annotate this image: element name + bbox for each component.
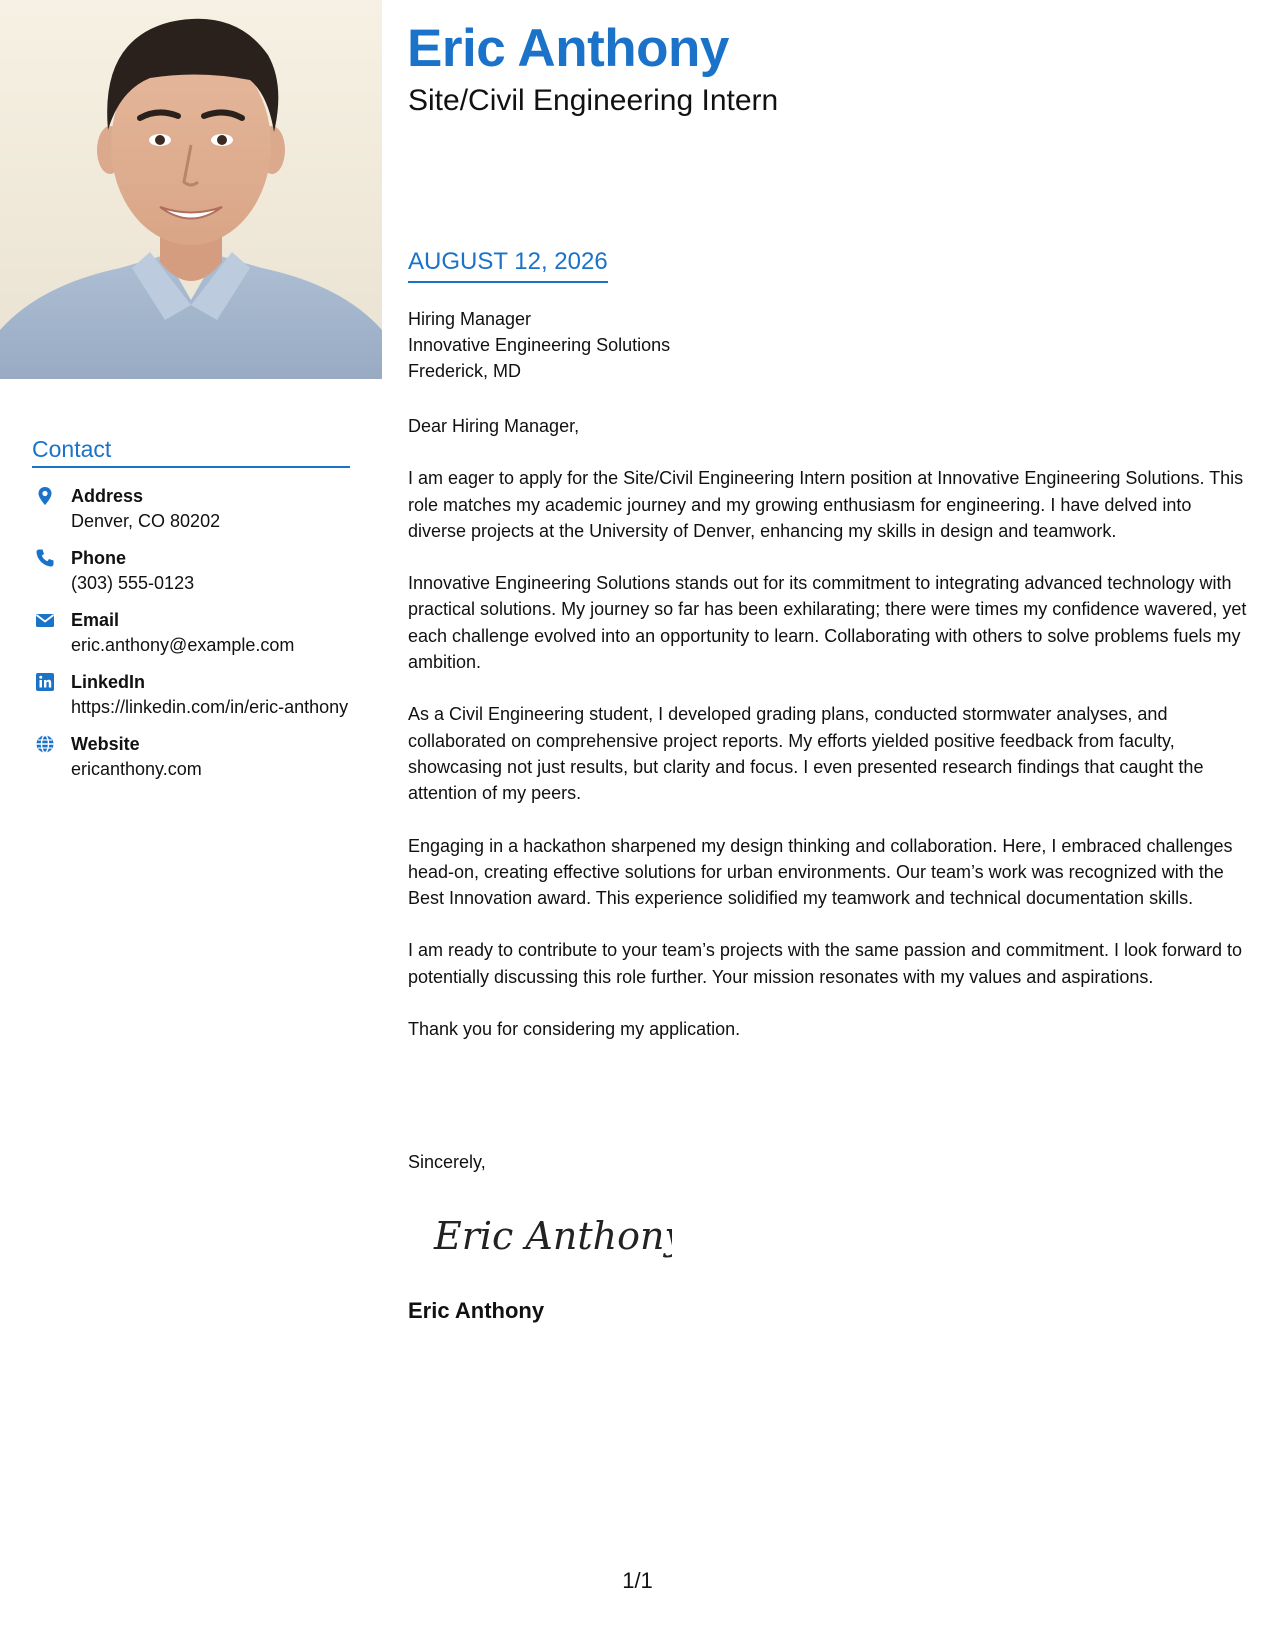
- phone-value: (303) 555-0123: [71, 573, 195, 593]
- greeting: Dear Hiring Manager,: [408, 416, 580, 436]
- address-label: Address: [71, 486, 144, 506]
- signer-name: Eric Anthony: [408, 1298, 545, 1323]
- page-number: 1/1: [622, 1568, 653, 1593]
- contact-linkedin: [32, 670, 350, 720]
- letter-date: AUGUST 12, 2026: [408, 248, 608, 283]
- profile-photo: [0, 0, 382, 379]
- contact-phone: [32, 546, 350, 596]
- phone-label: Phone: [71, 548, 127, 568]
- applicant-name: Eric Anthony: [407, 19, 729, 78]
- globe-icon: [35, 734, 55, 754]
- paragraph-6: Thank you for considering my application.: [408, 1019, 741, 1040]
- contact-website: [32, 732, 350, 782]
- signature: [432, 1205, 672, 1269]
- email-icon: [35, 610, 55, 630]
- portrait-illustration: [0, 0, 382, 379]
- website-label: Website: [71, 734, 140, 754]
- email-label: Email: [71, 610, 120, 630]
- signature-text: Eric Anthony: [434, 1214, 672, 1258]
- recipient-title: Hiring Manager: [408, 309, 532, 329]
- contact-email: [32, 608, 350, 658]
- signature-image: [432, 1205, 672, 1269]
- website-value[interactable]: ericanthony.com: [71, 759, 202, 779]
- linkedin-label: LinkedIn: [71, 672, 146, 692]
- closing: Sincerely,: [408, 1152, 486, 1172]
- address-value: Denver, CO 80202: [71, 511, 221, 531]
- letter-body: [408, 413, 1248, 1068]
- recipient-location: Frederick, MD: [408, 361, 522, 381]
- recipient-block: [408, 306, 670, 384]
- map-pin-icon: [35, 486, 55, 506]
- recipient-company: Innovative Engineering Solutions: [408, 335, 671, 355]
- phone-icon: [35, 548, 55, 568]
- paragraph-3: As a Civil Engineering student, I developed grading plans, conducted stormwater analyses, and collaborated on comprehensive project reports. My efforts yielded positive feedback from faculty, showcasing not just results, but clarity and focus. I even presented research findings that caught the attention of my peers.: [408, 704, 1204, 804]
- paragraph-1: I am eager to apply for the Site/Civil Engineering Intern position at Innovative Engineering Solutions. This role matches my academic journey and my growing enthusiasm for engineering. I have delved into diverse projects at the University of Denver, enhancing my skills in design and teamwork.: [408, 468, 1244, 541]
- linkedin-value[interactable]: https://linkedin.com/in/eric-anthony: [71, 697, 349, 717]
- contact-section: [32, 436, 350, 794]
- paragraph-5: I am ready to contribute to your team’s projects with the same passion and commitment. I look forward to potentially discussing this role further. Your mission resonates with my values and aspirations.: [408, 940, 1243, 987]
- contact-address: [32, 484, 350, 534]
- applicant-role: Site/Civil Engineering Intern: [408, 84, 779, 117]
- paragraph-4: Engaging in a hackathon sharpened my design thinking and collaboration. Here, I embraced challenges head-on, creating effective solutions for urban environments. Our team’s work was recognized with the Best Innovation award. This experience solidified my teamwork and technical documentation skills.: [408, 835, 1233, 909]
- email-value[interactable]: eric.anthony@example.com: [71, 635, 295, 655]
- paragraph-2: Innovative Engineering Solutions stands out for its commitment to integrating advanced technology with practical solutions. My journey so far has been exhilarating; there were times my confidence wavered, yet each challenge evolved into an opportunity to learn. Collaborating with others to solve problems fuels my ambition.: [408, 573, 1247, 673]
- contact-heading: Contact: [32, 436, 350, 468]
- linkedin-icon: [35, 672, 55, 692]
